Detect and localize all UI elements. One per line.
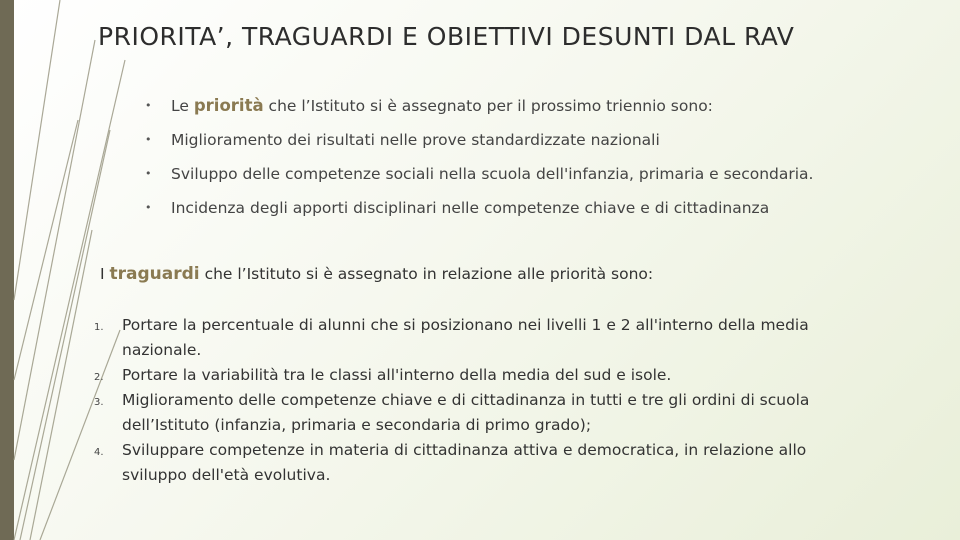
bullet-dot-icon: •	[145, 201, 152, 214]
traguardo-item-3	[94, 388, 854, 438]
traguardo-item-1	[94, 313, 854, 363]
priority-item-text: Incidenza degli apporti disciplinari nelle competenze chiave e di cittadinanza	[171, 199, 770, 217]
traguardi-intro-prefix: I	[100, 265, 105, 283]
list-number: 3.	[94, 397, 104, 408]
bullet-dot-icon: •	[145, 133, 152, 146]
priorities-intro	[145, 96, 815, 116]
priority-item-text: Miglioramento dei risultati nelle prove standardizzate nazionali	[171, 131, 660, 149]
priority-item-text: Sviluppo delle competenze sociali nella scuola dell'infanzia, primaria e secondaria.	[171, 165, 814, 183]
list-number: 1.	[94, 322, 104, 333]
bullet-dot-icon: •	[145, 167, 152, 180]
list-number: 2.	[94, 372, 104, 383]
traguardi-list	[94, 313, 854, 488]
bullet-dot-icon: •	[145, 99, 152, 112]
traguardo-text: Sviluppare competenze in materia di cittadinanza attiva e democratica, in relazione allo sviluppo dell'età evolutiva.	[122, 441, 807, 484]
traguardo-text: Portare la variabilità tra le classi all'interno della media del sud e isole.	[122, 366, 672, 384]
priorities-intro-suffix: che l’Istituto si è assegnato per il prossimo triennio sono:	[268, 97, 713, 115]
traguardi-intro	[100, 264, 880, 284]
priorities-intro-prefix: Le	[171, 97, 189, 115]
priority-item-1	[145, 130, 815, 150]
priorities-list	[145, 96, 815, 232]
priorities-keyword: priorità	[193, 96, 264, 115]
traguardo-text: Portare la percentuale di alunni che si posizionano nei livelli 1 e 2 all'interno della media nazionale.	[122, 316, 809, 359]
traguardi-keyword: traguardi	[109, 264, 200, 284]
traguardo-item-2	[94, 363, 854, 388]
priority-item-2	[145, 164, 815, 184]
priority-item-3	[145, 198, 815, 218]
list-number: 4.	[94, 447, 104, 458]
traguardo-item-4	[94, 438, 854, 488]
page-title: PRIORITA’, TRAGUARDI E OBIETTIVI DESUNTI DAL RAV	[98, 22, 795, 51]
traguardi-intro-suffix: che l’Istituto si è assegnato in relazione alle priorità sono:	[204, 265, 654, 283]
traguardo-text: Miglioramento delle competenze chiave e di cittadinanza in tutti e tre gli ordini di scuola dell’Istituto (infanzia, primaria e secondaria di primo grado);	[122, 391, 810, 434]
